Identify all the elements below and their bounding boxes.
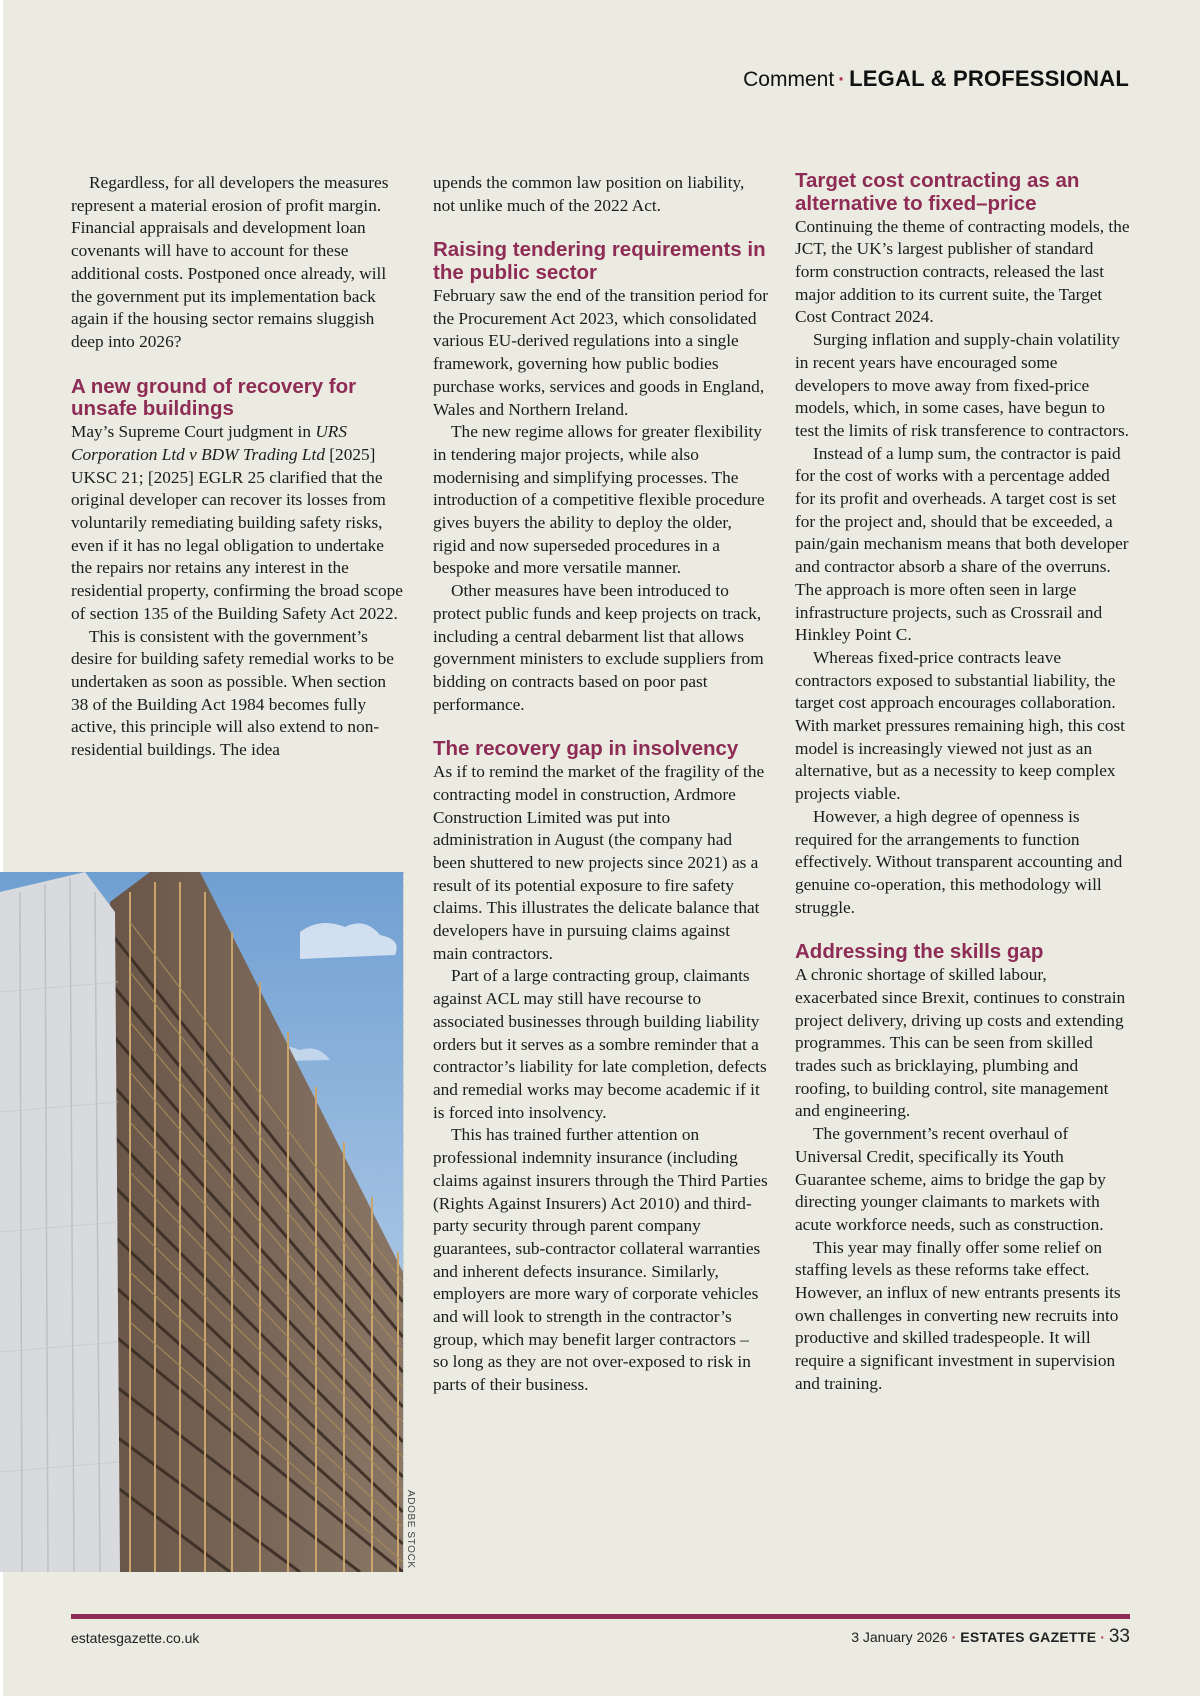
case-name: URS Corporation Ltd v BDW Trading Ltd <box>71 422 348 464</box>
footer-website: estatesgazette.co.uk <box>71 1630 200 1646</box>
scaffolding-photo <box>0 872 404 1572</box>
footer-separator: · <box>951 1629 957 1645</box>
paragraph: As if to remind the market of the fragility of the contracting model in construction, Ardmore Construction Limited was put into administration in August (the company had been shuttered to new projects since 2021) as a result of its potential exposure to fire safety claims. This illustrates the delicate balance that developers have in pursuing claims against main contractors. <box>433 762 765 963</box>
column-1 <box>71 172 406 762</box>
paragraph: Regardless, for all developers the measures represent a material erosion of profit margin. Financial appraisals and development loan covenants will have to account for these additional costs. Postponed once already, will the government put its implementation back again if the housing sector remains sluggish deep into 2026? <box>71 173 389 351</box>
paragraph: However, a high degree of openness is required for the arrangements to function effectively. Without transparent accounting and genuine co-operation, this methodology will struggle. <box>795 806 1123 917</box>
subheading-insolvency: The recovery gap in insolvency <box>433 737 739 761</box>
footer-publication: ESTATES GAZETTE <box>960 1629 1097 1645</box>
section-header <box>743 66 1129 92</box>
subheading-target-cost: Target cost contracting as an alternative to fixed–price <box>795 169 1080 215</box>
building-scaffolding-icon <box>0 872 403 1572</box>
subheading-skills-gap: Addressing the skills gap <box>795 940 1044 964</box>
paragraph: Surging inflation and supply-chain volatility in recent years have encouraged some developers to move away from fixed-price models, which, in some cases, have begun to test the limits of risk transference to contractors. <box>795 330 1129 440</box>
paragraph-text: [2025] UKSC 21; [2025] EGLR 25 clarified that the original developer can recover its losses from voluntarily remediating building safety risks, even if it has no legal obligation to undertake the repairs nor retains any interest in the residential property, confirming the broad scope of section 135 of the Building Safety Act 2022. <box>71 444 403 623</box>
paragraph: Instead of a lump sum, the contractor is paid for the cost of works with a percentage added for its profit and overheads. A target cost is set for the project and, should that be exceeded, a pain/gain mechanism means that both developer and contractor absorb a share of the overruns. The approach is more often seen in large infrastructure projects, such as Crossrail and Hinkley Point C. <box>795 443 1129 645</box>
footer-date: 3 January 2026 <box>851 1629 948 1645</box>
subheading-unsafe-buildings: A new ground of recovery for unsafe buildings <box>71 374 357 421</box>
column-2 <box>433 172 768 1397</box>
paragraph: Continuing the theme of contracting models, the JCT, the UK’s largest publisher of standard form construction contracts, released the last major addition to its current suite, the Target Cost Contract 2024. <box>795 216 1130 327</box>
paragraph: A chronic shortage of skilled labour, exacerbated since Brexit, continues to constrain project delivery, driving up costs and extending programmes. This can be seen from skilled trades such as bricklaying, plumbing and roofing, to building control, site management and engineering. <box>795 965 1126 1121</box>
column-3 <box>795 170 1130 1396</box>
paragraph: The government’s recent overhaul of Universal Credit, specifically its Youth Guarantee scheme, aims to bridge the gap by directing younger claimants to markets with acute workforce needs, such as construction. <box>795 1124 1106 1234</box>
paragraph-text: May’s Supreme Court judgment in <box>71 422 316 442</box>
footer-rule <box>71 1614 1130 1619</box>
subheading-tendering: Raising tendering requirements in the public sector <box>433 238 766 285</box>
paragraph: This year may finally offer some relief on staffing levels as these reforms take effect. However, an influx of new entrants presents its own challenges in converting new recruits into productive and skilled tradespeople. It will require a significant investment in supervision and training. <box>795 1237 1121 1393</box>
paragraph: February saw the end of the transition period for the Procurement Act 2023, which consolidated various EU-derived regulations into a single framework, governing how public bodies purchase works, services and goods in England, Wales and Northern Ireland. <box>433 286 768 419</box>
paragraph-supreme-court <box>71 421 406 625</box>
page-number: 33 <box>1108 1626 1130 1647</box>
footer-separator: · <box>1100 1629 1105 1645</box>
footer-folio <box>851 1626 1130 1648</box>
paragraph: This has trained further attention on professional indemnity insurance (including claims against insurers through the Third Parties (Rights Against Insurers) Act 2010) and third-party security through parent company guarantees, sub-contractor collateral warranties and inherent defects insurance. Similarly, employers are more wary of corporate vehicles and will look to strength in the contractor’s group, which may benefit larger contractors – so long as they are not over-exposed to risk in parts of their business. <box>433 1125 768 1395</box>
paragraph: Part of a large contracting group, claimants against ACL may still have recourse to associated businesses through building liability orders but it serves as a sombre reminder that a contractor’s liability for late completion, defects and remedial works may become academic if it is forced into insolvency. <box>433 966 767 1122</box>
paragraph: Other measures have been introduced to protect public funds and keep projects on track, including a central debarment list that allows government ministers to exclude suppliers from bidding on contracts based on poor past performance. <box>433 581 764 714</box>
photo-credit: ADOBE STOCK <box>405 1490 416 1569</box>
paragraph: The new regime allows for greater flexibility in tendering major projects, while also modernising and simplifying processes. The introduction of a competitive flexible procedure gives buyers the ability to deploy the older, rigid and now superseded procedures in a bespoke and more versatile manner. <box>433 422 765 578</box>
header-comment: Comment <box>743 68 835 91</box>
paragraph: Whereas fixed-price contracts leave contractors exposed to substantial liability, the target cost approach encourages collaboration. With market pressures remaining high, this cost model is increasingly viewed not just as an alternative, but as a necessity to keep complex projects viable. <box>795 647 1125 804</box>
header-separator: · <box>838 68 846 91</box>
paragraph: This is consistent with the government’s desire for building safety remedial works to be undertaken as soon as possible. When section 38 of the Building Act 1984 becomes fully active, this principle will also extend to non-residential buildings. The idea <box>71 626 394 760</box>
header-section-title: LEGAL & PROFESSIONAL <box>849 66 1129 91</box>
paragraph: upends the common law position on liability, not unlike much of the 2022 Act. <box>433 173 745 215</box>
